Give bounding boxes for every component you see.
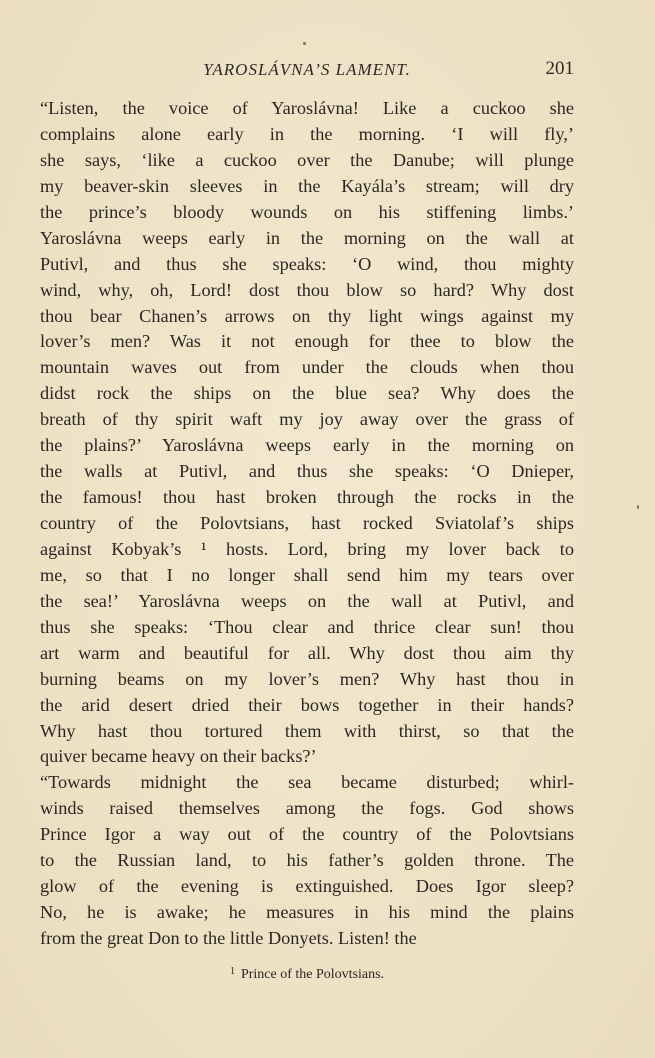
- text-line: thus she speaks: ‘Thou clear and thrice clear sun! thou: [40, 616, 574, 637]
- text-line: burning beams on my lover’s men? Why hast thou in: [40, 668, 574, 689]
- text-line: Putivl, and thus she speaks: ‘O wind, thou mighty: [40, 253, 574, 274]
- text-line: the sea!’ Yaroslávna weeps on the wall at Putivl, and: [40, 590, 574, 611]
- text-line: she says, ‘like a cuckoo over the Danube; will plunge: [40, 149, 574, 170]
- text-line: glow of the evening is extinguished. Does Igor sleep?: [40, 876, 574, 897]
- footnote: [40, 966, 574, 983]
- text-line: my beaver-skin sleeves in the Kayála’s stream; will dry: [40, 175, 574, 196]
- text-line: wind, why, oh, Lord! dost thou blow so hard? Why dost: [40, 279, 574, 300]
- text-line: the plains?’ Yaroslávna weeps early in the morning on: [40, 435, 574, 456]
- text-line: quiver became heavy on their backs?’: [40, 746, 317, 767]
- text-line: breath of thy spirit waft my joy away over the grass of: [40, 409, 574, 430]
- text-line: the arid desert dried their bows together in their hands?: [40, 694, 574, 715]
- text-line: the prince’s bloody wounds on his stiffening limbs.’: [40, 201, 574, 222]
- page-number: 201: [545, 58, 574, 79]
- text-line: “Listen, the voice of Yaroslávna! Like a cuckoo she: [40, 98, 574, 118]
- text-line: lover’s men? Was it not enough for thee to blow the: [40, 331, 574, 352]
- text-line: No, he is awake; he measures in his mind the plains: [40, 902, 574, 923]
- paper-speck: [303, 42, 306, 45]
- text-line: the walls at Putivl, and thus she speaks: ‘O Dnieper,: [40, 461, 574, 482]
- text-line: to the Russian land, to his father’s golden throne. The: [40, 850, 574, 871]
- paper-speck: [637, 505, 639, 509]
- text-line: me, so that I no longer shall send him my tears over: [40, 564, 574, 585]
- text-line: against Kobyak’s ¹ hosts. Lord, bring my lover back to: [40, 538, 574, 559]
- text-line: Prince Igor a way out of the country of the Polovtsians: [40, 824, 574, 845]
- text-line: art warm and beautiful for all. Why dost thou aim thy: [40, 642, 574, 663]
- text-line: thou bear Chanen’s arrows on thy light wings against my: [40, 305, 574, 326]
- footnote-text: Prince of the Polovtsians.: [240, 967, 385, 982]
- text-line: didst rock the ships on the blue sea? Why does the: [40, 383, 574, 404]
- page-header: [40, 60, 574, 84]
- running-title: YAROSLÁVNA’S LAMENT.: [203, 60, 411, 79]
- text-line: from the great Don to the little Donyets. Listen! the: [40, 928, 417, 948]
- footnote-marker: 1: [229, 966, 235, 977]
- text-line: country of the Polovtsians, hast rocked Sviatolaf’s ships: [40, 513, 574, 533]
- text-line: “Towards midnight the sea became disturbed; whirl-: [40, 772, 574, 793]
- text-line: mountain waves out from under the clouds when thou: [40, 357, 574, 378]
- text-line: winds raised themselves among the fogs. God shows: [40, 798, 574, 819]
- text-line: Why hast thou tortured them with thirst, so that the: [40, 720, 574, 741]
- text-line: the famous! thou hast broken through the rocks in the: [40, 487, 574, 508]
- text-line: Yaroslávna weeps early in the morning on the wall at: [40, 227, 574, 248]
- body-text: [40, 96, 574, 952]
- text-line: complains alone early in the morning. ‘I will fly,’: [40, 123, 574, 144]
